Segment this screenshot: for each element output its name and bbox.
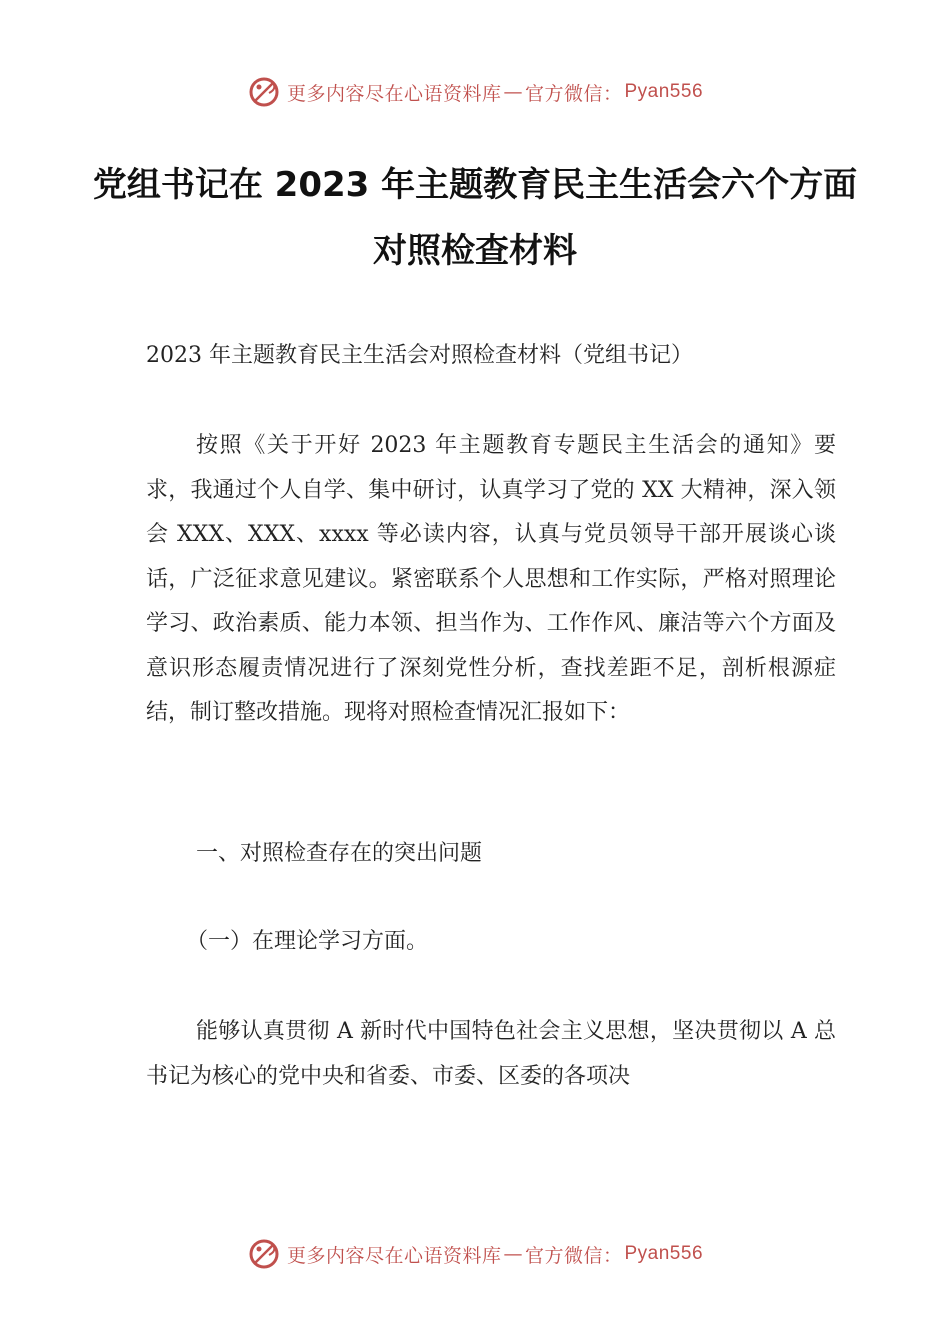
banner-separator: — (503, 1243, 523, 1265)
pen-quill-logo-icon (247, 1237, 281, 1271)
banner-wechat-id: Pyan556 (624, 81, 704, 102)
pen-quill-logo-icon (247, 75, 281, 109)
section-heading-1: 一、对照检查存在的突出问题 (196, 841, 483, 866)
banner-wechat-label: 官方微信： (524, 82, 623, 105)
document-subtitle: 2023 年主题教育民主生活会对照检查材料（党组书记） (146, 343, 693, 368)
banner-separator: — (503, 81, 523, 103)
body-paragraph-1: 按照《关于开好 2023 年主题教育专题民主生活会的通知》要求，我通过个人自学、集中研讨，认真学习了党的 XX 大精神，深入领会 XXX、XXX、xxxx 等必读内容，认真与党员领导干部开展谈心谈话，广泛征求意见建议。紧密联系个人思想和工作实际，严格对照理论学习、政治素质、能力本领、担当作为、工作作风、廉洁等六个方面及意识形态履责情况进行了深刻党性分析，查找差距不足，剖析根源症结，制订整改措施。现将对照检查情况汇报如下： (146, 433, 836, 725)
subsection-heading-1: （一）在理论学习方面。 (186, 929, 429, 954)
banner-text: 更多内容尽在心语资料库 (286, 82, 502, 105)
banner-text: 更多内容尽在心语资料库 (286, 1244, 502, 1267)
header-banner (0, 70, 950, 114)
footer-banner (0, 1232, 950, 1276)
banner-wechat-id: Pyan556 (624, 1243, 704, 1264)
banner-wechat-label: 官方微信： (524, 1244, 623, 1267)
document-title: 党组书记在 2023 年主题教育民主生活会六个方面对照检查材料 (92, 165, 858, 271)
body-paragraph-2: 能够认真贯彻 A 新时代中国特色社会主义思想，坚决贯彻以 A 总书记为核心的党中央和省委、市委、区委的各项决 (146, 1019, 836, 1089)
